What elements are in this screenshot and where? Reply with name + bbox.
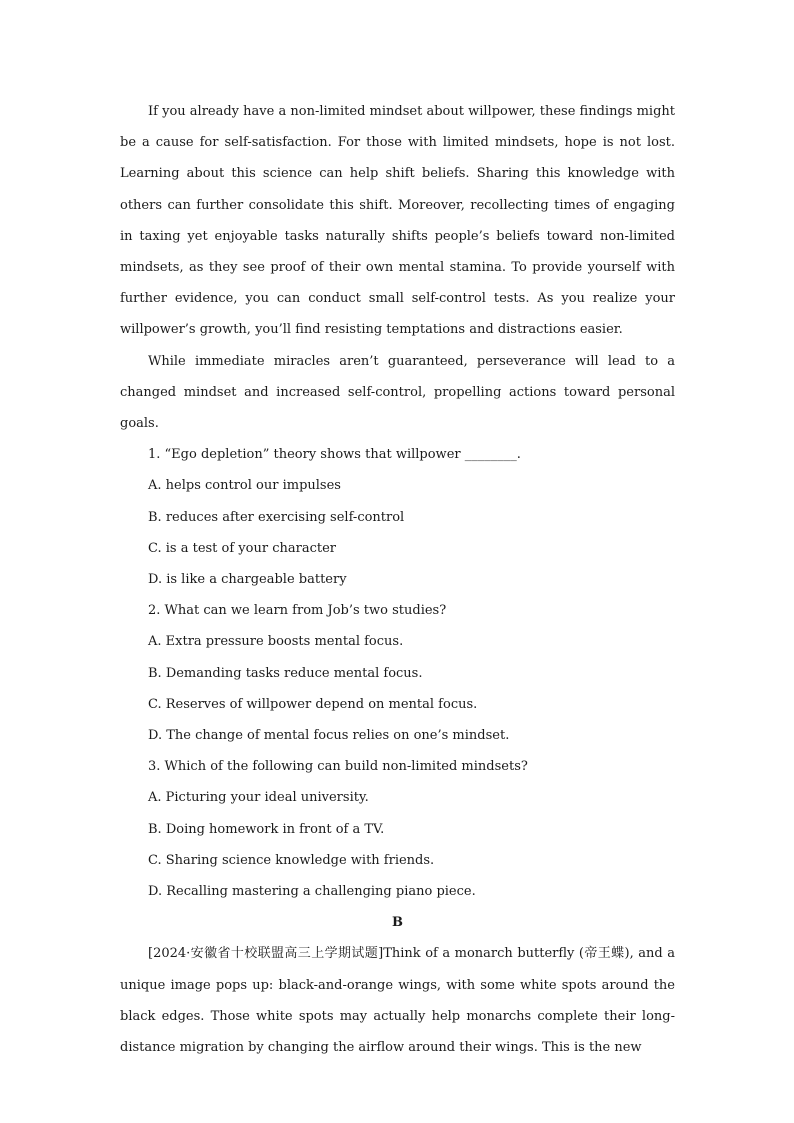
question-3 [120, 751, 675, 907]
document-content [120, 96, 675, 1063]
question-option: A. helps control our impulses [148, 478, 341, 494]
question-option: D. The change of mental focus relies on one’s mindset. [148, 728, 510, 744]
question-stem: 3. Which of the following can build non-limited mindsets? [148, 759, 528, 775]
paragraph-monarch-butterfly [120, 938, 675, 1063]
question-option: D. is like a chargeable battery [148, 572, 347, 588]
question-stem: 1. “Ego depletion” theory shows that willpower ________. [148, 447, 521, 463]
question-option: C. Reserves of willpower depend on mental focus. [148, 696, 478, 712]
section-b-body: Think of a monarch butterfly (帝王蝶), and a unique image pops up: black-and-orange wings, with some white spots around the black edges. Those white spots may actually help monarchs complete their long-distance migration by changing the airflow around their wings. This is the new [120, 946, 675, 1056]
question-option: C. is a test of your character [148, 540, 336, 556]
question-option: B. Doing homework in front of a TV. [148, 821, 385, 837]
question-stem: 2. What can we learn from Job’s two studies? [148, 603, 447, 619]
question-1 [120, 439, 675, 595]
question-option: B. Demanding tasks reduce mental focus. [148, 665, 423, 681]
question-option: D. Recalling mastering a challenging piano piece. [148, 884, 476, 900]
question-option: A. Extra pressure boosts mental focus. [148, 634, 404, 650]
section-heading-b: B [392, 915, 403, 931]
question-option: B. reduces after exercising self-control [148, 509, 405, 525]
paragraph-willpower-mindset: If you already have a non-limited mindset about willpower, these findings might be a cause for self-satisfaction. For those with limited mindsets, hope is not lost. Learning about this science can help shift beliefs. Sharing this knowledge with others can further consolidate this shift. Moreover, recollecting times of engaging in taxing yet enjoyable tasks naturally shifts people’s beliefs toward non-limited mindsets, as they see proof of their own mental stamina. To provide yourself with further evidence, you can conduct small self-control tests. As you realize your willpower’s growth, you’ll find resisting temptations and distractions easier. [120, 104, 675, 338]
source-citation: [2024·安徽省十校联盟高三上学期试题] [148, 946, 384, 962]
question-2 [120, 595, 675, 751]
paragraph-perseverance: While immediate miracles aren’t guaranteed, perseverance will lead to a changed mindset and increased self-control, propelling actions toward personal goals. [120, 353, 675, 432]
question-option: C. Sharing science knowledge with friends. [148, 852, 435, 868]
question-option: A. Picturing your ideal university. [148, 790, 369, 806]
